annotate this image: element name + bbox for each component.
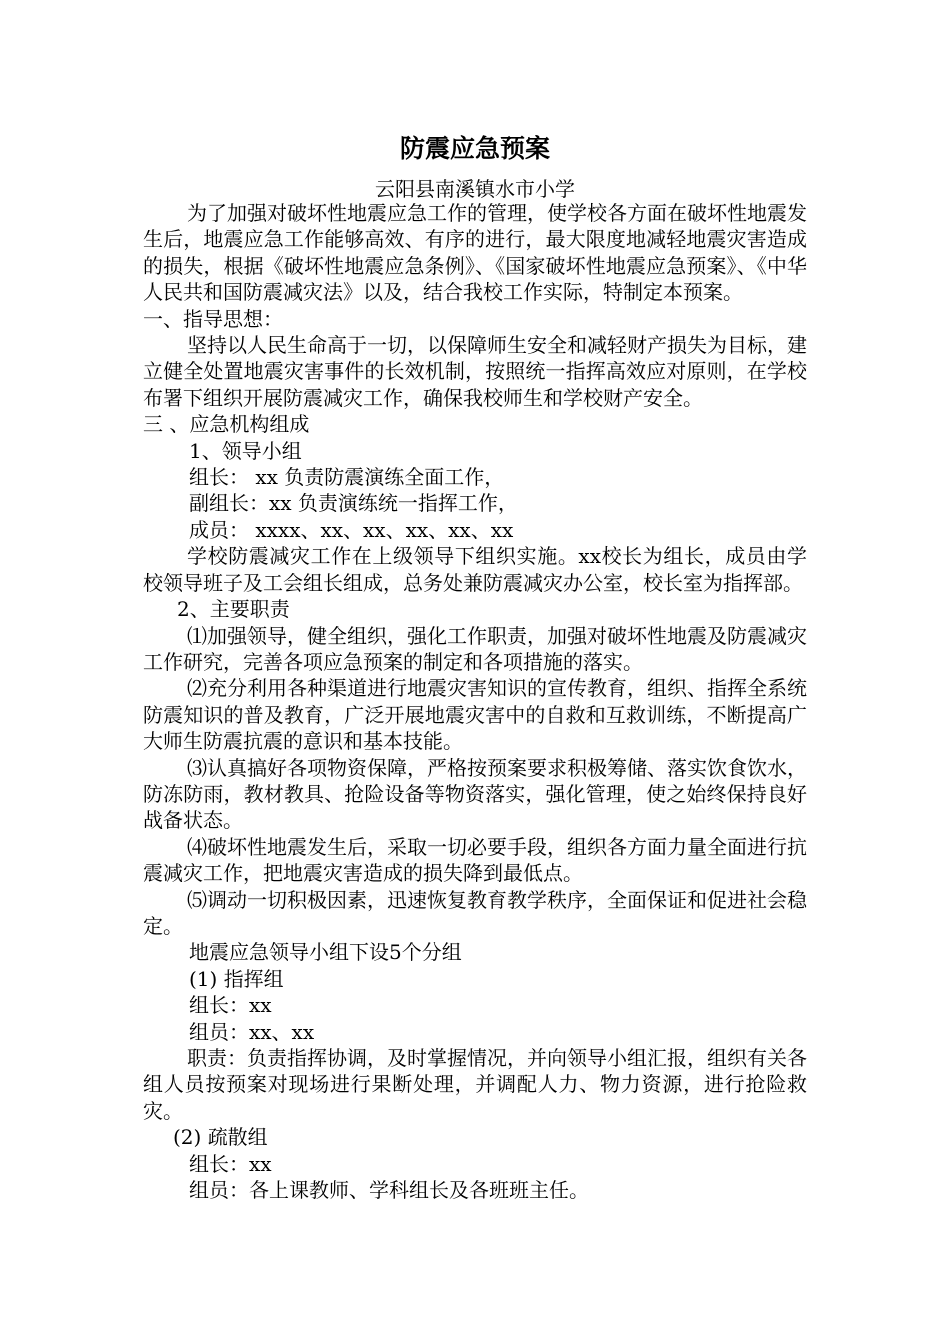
paragraph: 坚持以人民生命高于一切，以保障师生安全和减轻财产损失为目标，建立健全处置地震灾害事件的长效机制，按照统一指挥高效应对原则，在学校布署下组织开展防震减灾工作，确保我校师生和学校财产安全。 xyxy=(143,333,807,410)
paragraph: ⑸调动一切积极因素，迅速恢复教育教学秩序，全面保证和促进社会稳定。 xyxy=(143,887,807,938)
paragraph: ⑵充分利用各种渠道进行地震灾害知识的宣传教育，组织、指挥全系统防震知识的普及教育，广泛开展地震灾害中的自救和互救训练，不断提高广大师生防震抗震的意识和基本技能。 xyxy=(143,676,807,754)
section-heading: 三 、应急机构组成 xyxy=(143,412,310,437)
list-item: 组长：xx xyxy=(189,993,272,1018)
paragraph: 为了加强对破坏性地震应急工作的管理，使学校各方面在破坏性地震发生后，地震应急工作能够高效、有序的进行，最大限度地减轻地震灾害造成的损失，根据《破坏性地震应急条例》、《国家破坏性地震应急预案》、《中华人民共和国防震减灾法》以及，结合我校工作实际，特制定本预案。 xyxy=(143,201,807,305)
group-heading: (2) 疏散组 xyxy=(173,1125,268,1150)
list-item: 成员： xxxx、xx、xx、xx、xx、xx xyxy=(189,517,514,542)
paragraph: ⑷破坏性地震发生后，采取一切必要手段，组织各方面力量全面进行抗震减灾工作，把地震灾害造成的损失降到最低点。 xyxy=(143,834,807,886)
paragraph: 职责：负责指挥协调，及时掌握情况，并向领导小组汇报，组织有关各组人员按预案对现场进行果断处理，并调配人力、物力资源，进行抢险救灾。 xyxy=(143,1046,807,1123)
list-item: 副组长：xx 负责演练统一指挥工作， xyxy=(189,491,518,516)
paragraph: ⑴加强领导，健全组织，强化工作职责，加强对破坏性地震及防震减灾工作研究，完善各项应急预案的制定和各项措施的落实。 xyxy=(143,623,807,674)
list-item: 地震应急领导小组下设5个分组 xyxy=(189,940,462,965)
list-item: 组长： xx 负责防震演练全面工作， xyxy=(189,465,505,490)
document-body xyxy=(143,200,807,1203)
subsection-heading: 2、主要职责 xyxy=(177,597,290,622)
document-subtitle: 云阳县南溪镇水市小学 xyxy=(375,177,575,201)
document-title: 防震应急预案 xyxy=(399,134,550,163)
paragraph: 学校防震减灾工作在上级领导下组织实施。xx校长为组长，成员由学校领导班子及工会组长组成，总务处兼防震减灾办公室，校长室为指挥部。 xyxy=(143,544,807,595)
subsection-heading: 1、领导小组 xyxy=(189,438,302,463)
list-item: 组员：各上课教师、学科组长及各班班主任。 xyxy=(189,1178,589,1203)
paragraph: ⑶认真搞好各项物资保障，严格按预案要求积极筹储、落实饮食饮水，防冻防雨，教材教具、抢险设备等物资落实，强化管理，使之始终保持良好战备状态。 xyxy=(143,755,807,833)
list-item: 组员：xx、xx xyxy=(189,1019,315,1044)
group-heading: (1) 指挥组 xyxy=(189,966,284,991)
section-heading: 一、指导思想： xyxy=(143,306,283,331)
list-item: 组长：xx xyxy=(189,1151,272,1176)
